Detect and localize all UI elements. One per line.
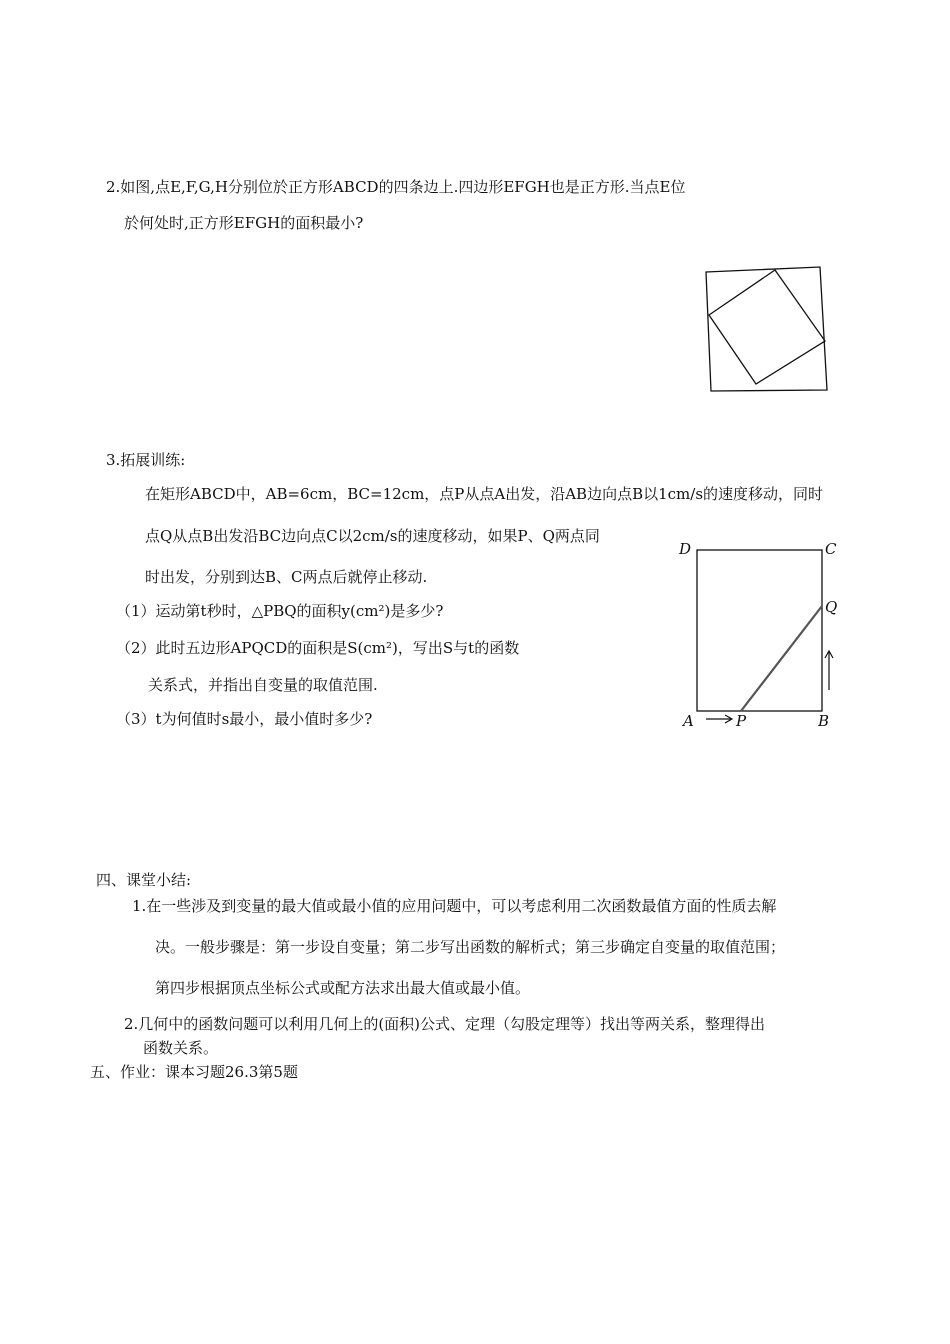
label-Q: Q <box>825 598 838 616</box>
label-P: P <box>736 712 747 730</box>
arrow-right-head <box>725 715 732 723</box>
problem2-line1: 2.如图,点E,F,G,H分别位於正方形ABCD的四条边上.四边形EFGH也是正方形.当点E位 <box>106 178 686 196</box>
problem3-question1: （1）运动第t秒时，△PBQ的面积y(cm²)是多少? <box>116 602 444 620</box>
summary-item2-line2: 函数关系。 <box>143 1039 219 1057</box>
summary-item2-line1: 2.几何中的函数问题可以利用几何上的(面积)公式、定理（勾股定理等）找出等两关系，整理得出 <box>124 1015 766 1033</box>
problem3-line3: 时出发，分别到达B、C两点后就停止移动. <box>145 568 428 586</box>
arrow-up-head <box>825 651 833 658</box>
problem3-question3: （3）t为何值时s最小，最小值时多少? <box>116 710 373 728</box>
summary-heading: 四、课堂小结: <box>96 871 192 889</box>
label-C: C <box>825 540 837 558</box>
summary-item1-line3: 第四步根据顶点坐标公式或配方法求出最大值或最小值。 <box>155 979 531 997</box>
summary-item1-line1: 1.在一些涉及到变量的最大值或最小值的应用问题中，可以考虑利用二次函数最值方面的性质去解 <box>132 897 777 915</box>
problem3-line1: 在矩形ABCD中，AB=6cm，BC=12cm，点P从点A出发，沿AB边向点B以1cm/s的速度移动，同时 <box>145 485 824 503</box>
label-A: A <box>683 712 694 730</box>
label-D: D <box>679 540 692 558</box>
problem2-line2: 於何处时,正方形EFGH的面积最小? <box>124 214 364 232</box>
label-B: B <box>818 712 830 730</box>
problem3-question2a: （2）此时五边形APQCD的面积是S(cm²)，写出S与t的函数 <box>116 639 520 657</box>
homework-text: 五、作业：课本习题26.3第5题 <box>90 1063 298 1081</box>
rectangle-ABCD <box>697 550 822 711</box>
problem3-question2b: 关系式，并指出自变量的取值范围. <box>148 676 378 694</box>
summary-item1-line2: 决。一般步骤是：第一步设自变量；第二步写出函数的解析式；第三步确定自变量的取值范围； <box>155 938 786 956</box>
segment-PQ <box>741 606 822 711</box>
problem3-line2: 点Q从点B出发沿BC边向点C以2cm/s的速度移动，如果P、Q两点同 <box>145 527 600 545</box>
inner-square <box>709 270 825 384</box>
outer-square <box>706 267 827 391</box>
problem3-title: 3.拓展训练: <box>106 451 186 469</box>
